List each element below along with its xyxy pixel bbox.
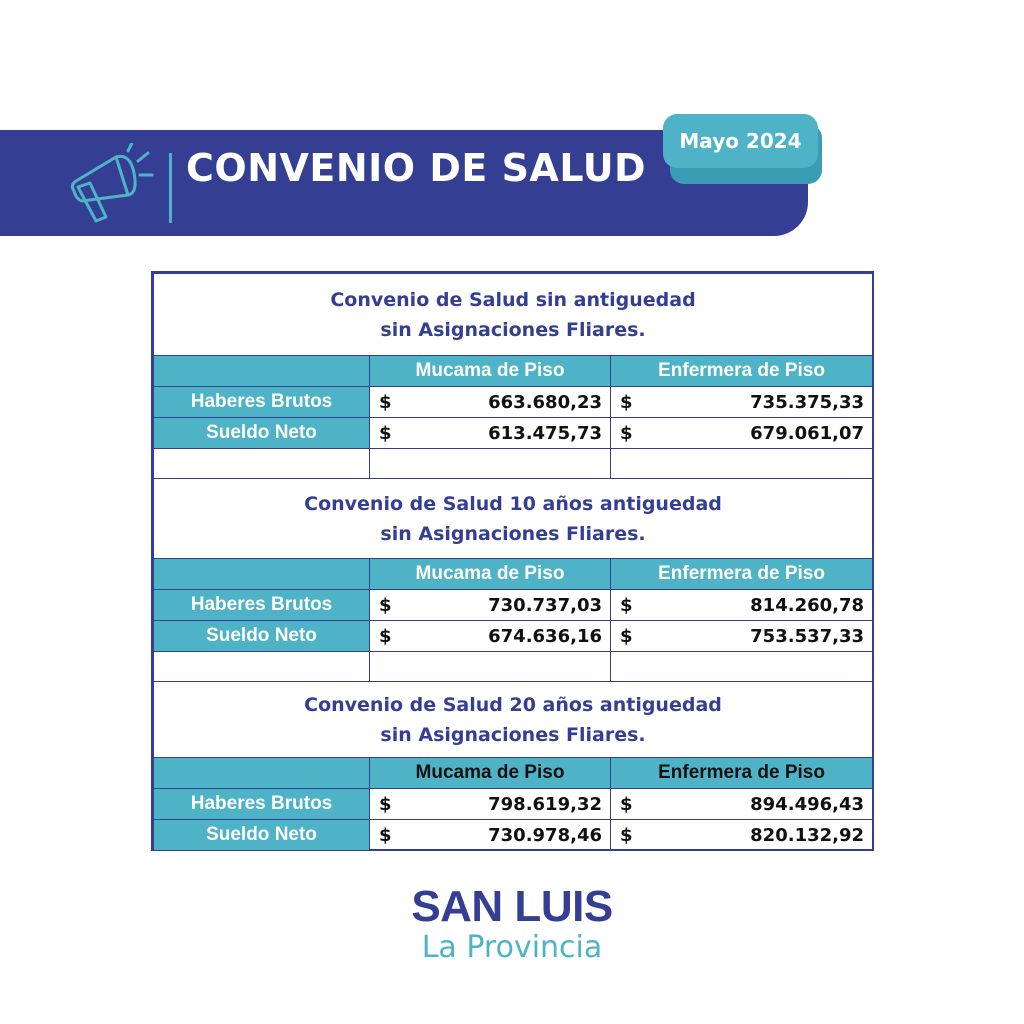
section-title-line1: Convenio de Salud 20 años antiguedad [304,693,722,716]
table-row [154,590,873,621]
value-cell [370,789,611,820]
value-cell [370,387,611,418]
value-cell [611,418,873,449]
empty-cell [154,449,370,479]
section-title-line1: Convenio de Salud sin antiguedad [330,288,696,311]
row-label-gross: Haberes Brutos [154,590,370,621]
amount: 679.061,07 [750,423,865,444]
currency-sign: $ [379,423,392,444]
currency-sign: $ [379,392,392,413]
currency-sign: $ [379,626,392,647]
page-title: CONVENIO DE SALUD [186,146,647,190]
column-header-enfermera: Enfermera de Piso [611,559,873,590]
value-cell [370,418,611,449]
column-header-row [154,758,873,789]
empty-cell [611,652,873,682]
table-row [154,820,873,851]
row-label-gross: Haberes Brutos [154,387,370,418]
value-cell [370,590,611,621]
value-cell [370,621,611,652]
value-cell [611,387,873,418]
table-row [154,418,873,449]
megaphone-icon [68,143,154,223]
empty-cell [611,449,873,479]
table-row [154,387,873,418]
column-header-mucama: Mucama de Piso [370,758,611,789]
column-header-mucama: Mucama de Piso [370,559,611,590]
amount: 753.537,33 [750,626,865,647]
table-row [154,789,873,820]
amount: 663.680,23 [488,392,602,413]
currency-sign: $ [620,392,633,413]
salary-tables [151,271,874,851]
blank-header-cell [154,356,370,387]
amount: 613.475,73 [488,423,602,444]
currency-sign: $ [620,626,633,647]
currency-sign: $ [620,794,633,815]
empty-cell [370,449,611,479]
section-title [154,682,873,758]
blank-header-cell [154,758,370,789]
column-header-row [154,559,873,590]
section-title [154,274,873,356]
amount: 798.619,32 [488,794,602,815]
section-title-line1: Convenio de Salud 10 años antiguedad [304,492,722,515]
section-title-line2: sin Asignaciones Fliares. [380,318,646,341]
table-row [154,621,873,652]
currency-sign: $ [379,595,392,616]
date-badge: Mayo 2024 [663,114,818,168]
logo-san-luis: SAN LUIS [411,882,613,931]
empty-cell [370,652,611,682]
currency-sign: $ [379,794,392,815]
amount: 674.636,16 [488,626,602,647]
currency-sign: $ [379,825,392,846]
currency-sign: $ [620,595,633,616]
value-cell [611,590,873,621]
section-title-row [154,682,873,758]
row-label-net: Sueldo Neto [154,418,370,449]
column-header-enfermera: Enfermera de Piso [611,356,873,387]
value-cell [611,820,873,851]
column-header-enfermera: Enfermera de Piso [611,758,873,789]
amount: 820.132,92 [750,825,865,846]
section-title-row [154,274,873,356]
section-title-line2: sin Asignaciones Fliares. [380,522,646,545]
value-cell [370,820,611,851]
amount: 814.260,78 [750,595,865,616]
amount: 730.978,46 [488,825,602,846]
value-cell [611,621,873,652]
currency-sign: $ [620,825,633,846]
section-title-line2: sin Asignaciones Fliares. [380,723,646,746]
blank-header-cell [154,559,370,590]
amount: 894.496,43 [750,794,865,815]
currency-sign: $ [620,423,633,444]
empty-cell [154,652,370,682]
row-label-net: Sueldo Neto [154,820,370,851]
column-header-mucama: Mucama de Piso [370,356,611,387]
spacer-row [154,652,873,682]
amount: 735.375,33 [750,392,865,413]
banner-divider [169,153,172,223]
spacer-row [154,449,873,479]
value-cell [611,789,873,820]
logo-la-provincia: La Provincia [421,930,603,965]
row-label-net: Sueldo Neto [154,621,370,652]
row-label-gross: Haberes Brutos [154,789,370,820]
section-title-row [154,479,873,559]
section-title [154,479,873,559]
salary-table [153,273,873,851]
amount: 730.737,03 [488,595,602,616]
column-header-row [154,356,873,387]
